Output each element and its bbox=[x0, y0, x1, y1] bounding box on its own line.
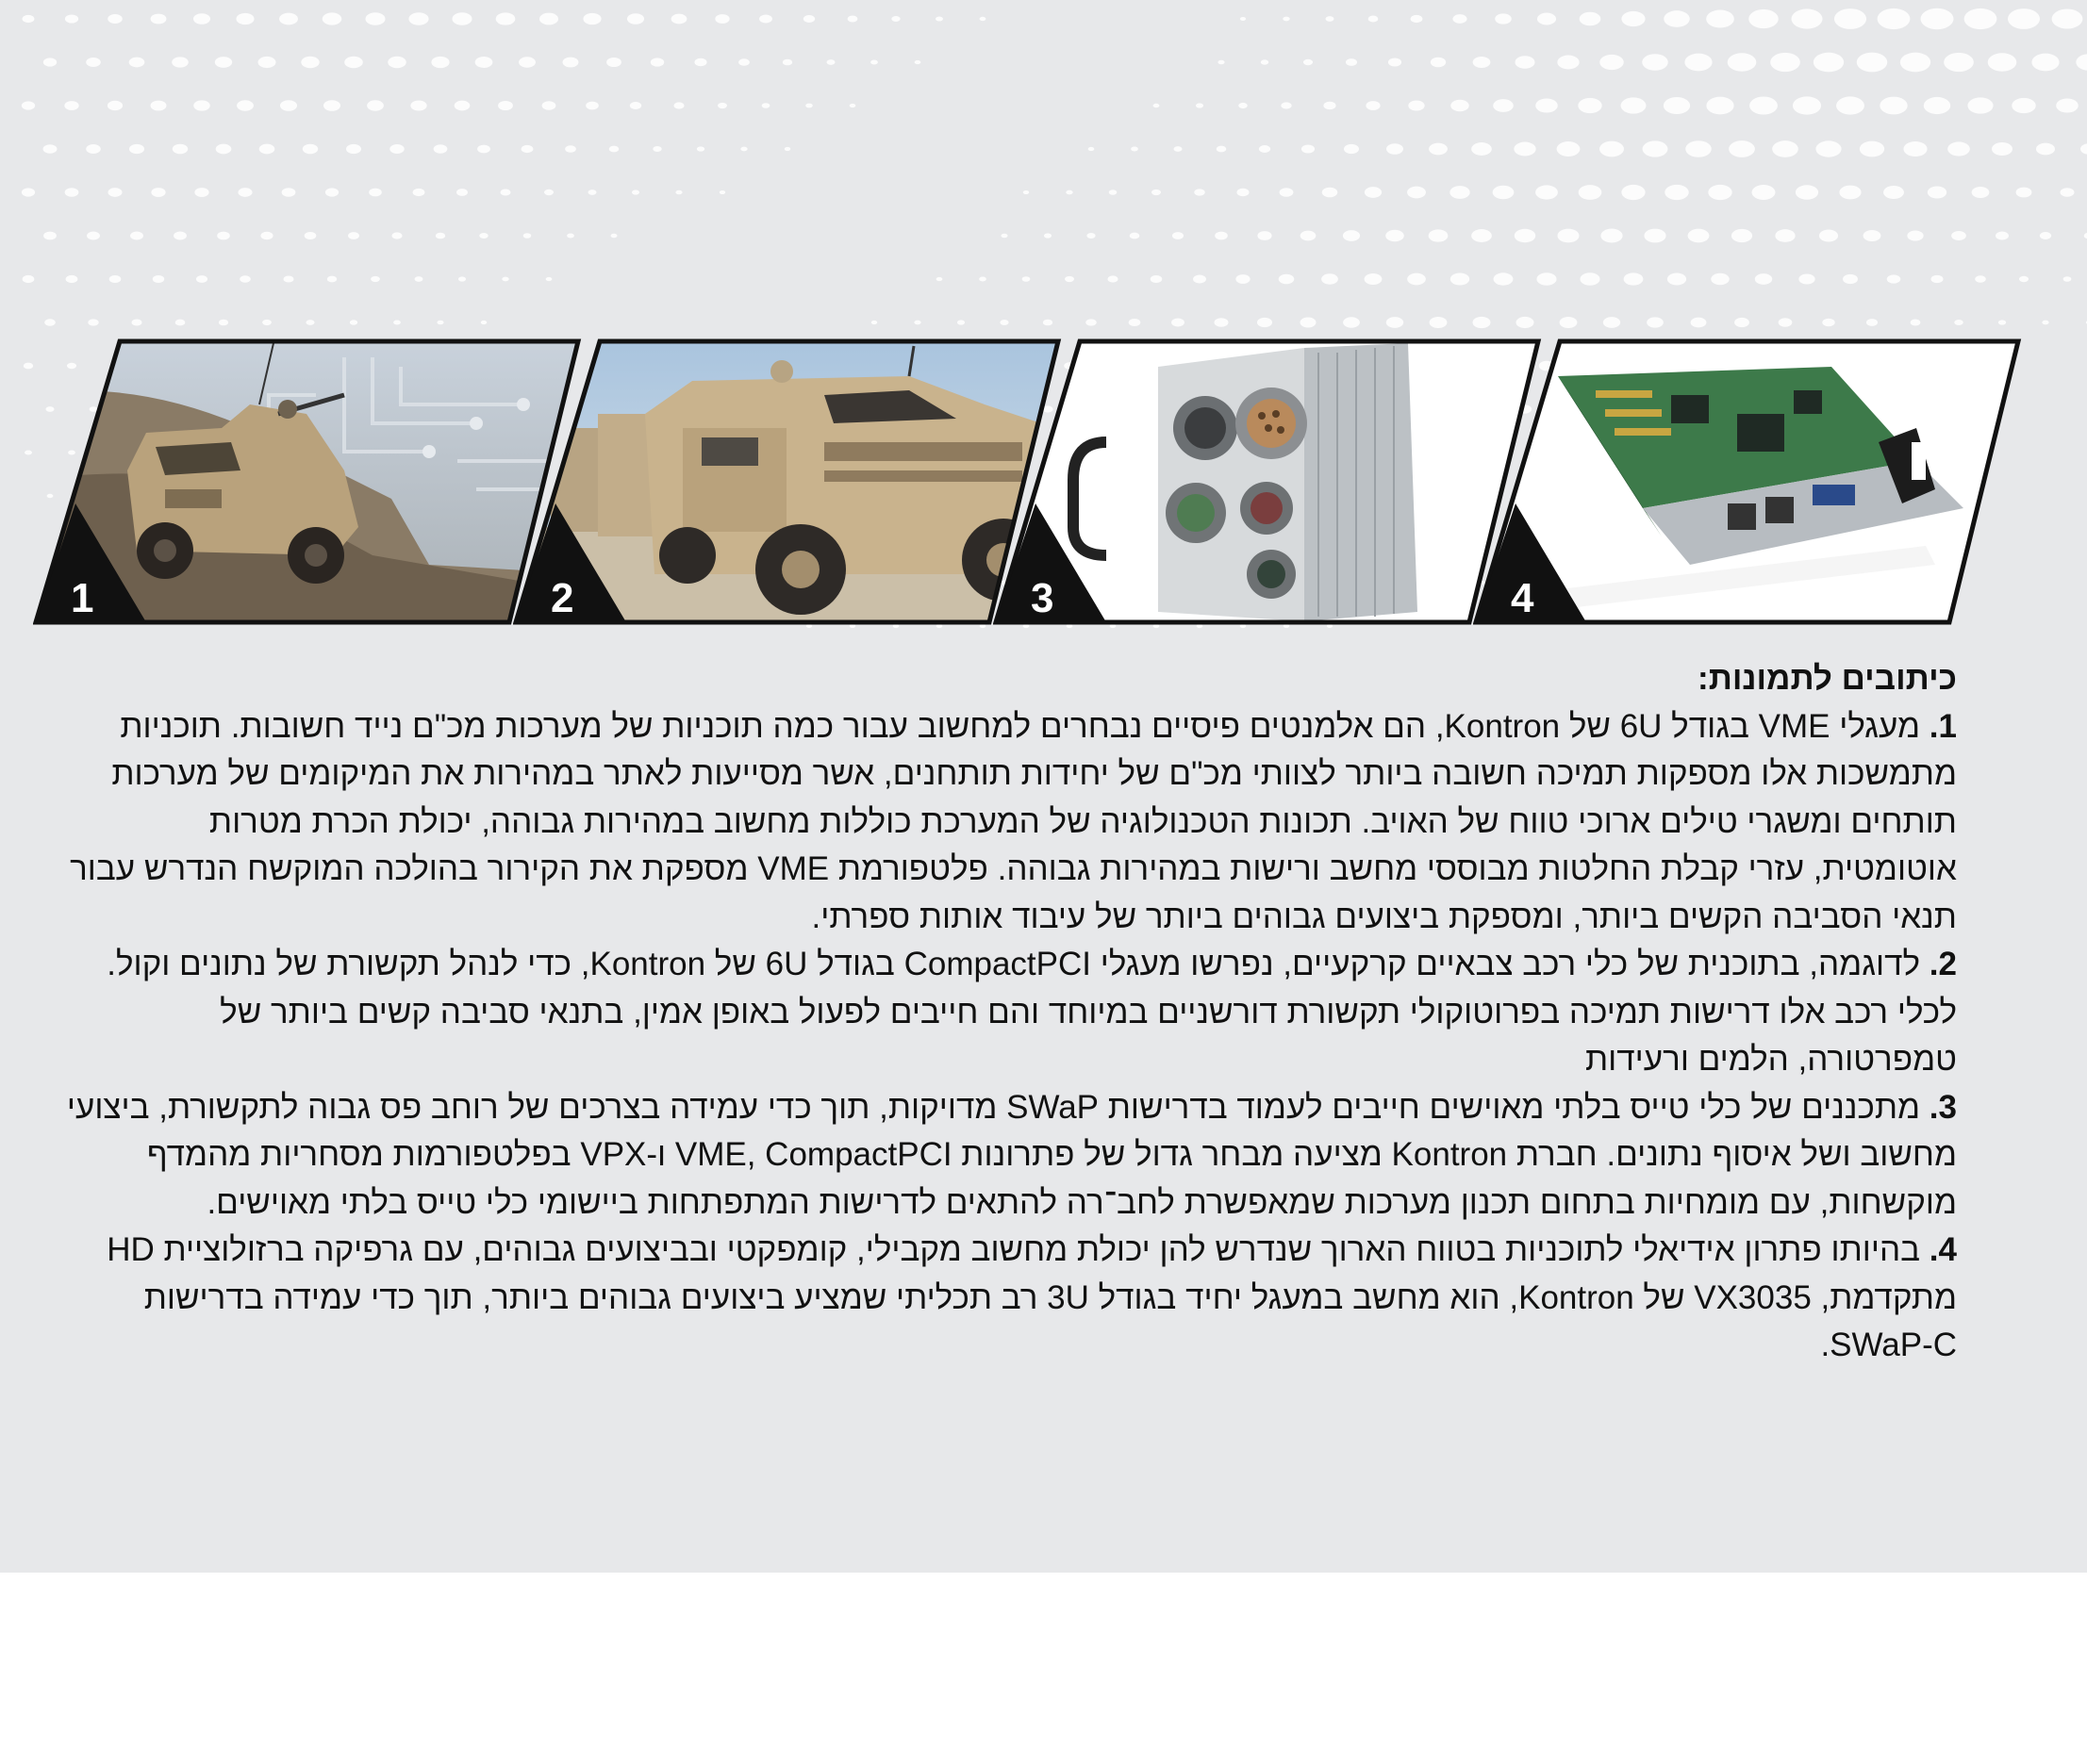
photo-1-humvee bbox=[33, 338, 589, 626]
caption-number: 1. bbox=[1929, 707, 1957, 745]
caption-item-2 bbox=[57, 941, 1957, 1084]
caption-text: מתכננים של כלי טייס בלתי מאוישים חייבים לעמוד בדרישות SWaP מדויקות, תוך כדי עמידה בצרכים של רוחב פס גבוה לתקשורת, ביצועי מחשוב ושל איסוף נתונים. חברת Kontron מציעה מבחר גדול של פתרונות VME, CompactPCI ו-VPX בפלטפורמות מסחריות מהמדף מוקשחות, עם מומחיות בתחום תכנון מערכות שמאפשרת לחב־רה להתאים לדרישות המתפתחות ביישומי כלי טייס בלתי מאוישים. bbox=[66, 1088, 1957, 1221]
photo-number-1: 1 bbox=[71, 575, 94, 621]
photo-3-rugged-enclosure bbox=[993, 338, 1549, 626]
photo-number-2: 2 bbox=[551, 575, 574, 621]
captions-heading: כיתובים לתמונות: bbox=[1698, 660, 1957, 697]
photo-2-mrap-convoy bbox=[513, 338, 1069, 626]
caption-text: לדוגמה, בתוכנית של כלי רכב צבאיים קרקעיים, נפרשו מעגלי CompactPCI בגודל 6U של Kontron, כדי לנהל תקשורת של נתונים וקול. לכלי רכב אלו דרישות תמיכה בפרוטוקולי תקשורת דורשניים במיוחד והם חייבים לפעול באופן אמין, בתנאי סביבה קשים ביותר של טמפרטורה, הלמים ורעידות bbox=[107, 946, 1957, 1078]
photo-number-3: 3 bbox=[1031, 575, 1054, 621]
photo-captions bbox=[57, 655, 1957, 1370]
photo-4-cpci-board bbox=[1473, 338, 2029, 626]
caption-number: 3. bbox=[1929, 1088, 1957, 1126]
caption-number: 2. bbox=[1929, 946, 1957, 982]
caption-item-3 bbox=[57, 1084, 1957, 1228]
caption-item-1 bbox=[57, 703, 1957, 942]
caption-text: מעגלי VME בגודל 6U של Kontron, הם אלמנטים פיסיים נבחרים למחשוב עבור כמה תוכניות של מערכות מכ"ם נייד חשובות. תוכניות מתמשכות אלו מספקות תמיכה חשובה ביותר לצוותי מכ"ם של יחידות תותחנים, אשר מסייעות לאתר במהירות את המיקומים של מערכות תותחים ומשגרי טילים ארוכי טווח של האויב. תכונות הטכנולוגיה של המערכת כוללות מחשוב במהירות גבוהה, יכולת הכרת מטרות אוטומטית, עזרי קבלת החלטות מבוססי מחשב ורישות במהירות גבוהה. פלטפורמת VME מספקת את הקירור בהולכה המוקשח הנדרש עבור תנאי הסביבה הקשים ביותר, ומספקת ביצועים גבוהים ביותר של עיבוד אותות ספרתי. bbox=[70, 707, 1957, 935]
caption-item-4 bbox=[57, 1227, 1957, 1370]
caption-number: 4. bbox=[1929, 1231, 1957, 1268]
caption-text: בהיותו פתרון אידיאלי לתוכניות בטווח הארוך שנדרש להן יכולת מחשוב מקבילי, קומפקטי ובביצועים גבוהים, עם גרפיקה ברזולוציית HD מתקדמת, VX3035 של Kontron, הוא מחשב במעגל יחיד בגודל 3U רב תכליתי שמציע ביצועים גבוהים ביותר, תוך כדי עמידה בדרישות SWaP-C. bbox=[107, 1231, 1957, 1363]
photo-number-4: 4 bbox=[1511, 575, 1534, 621]
